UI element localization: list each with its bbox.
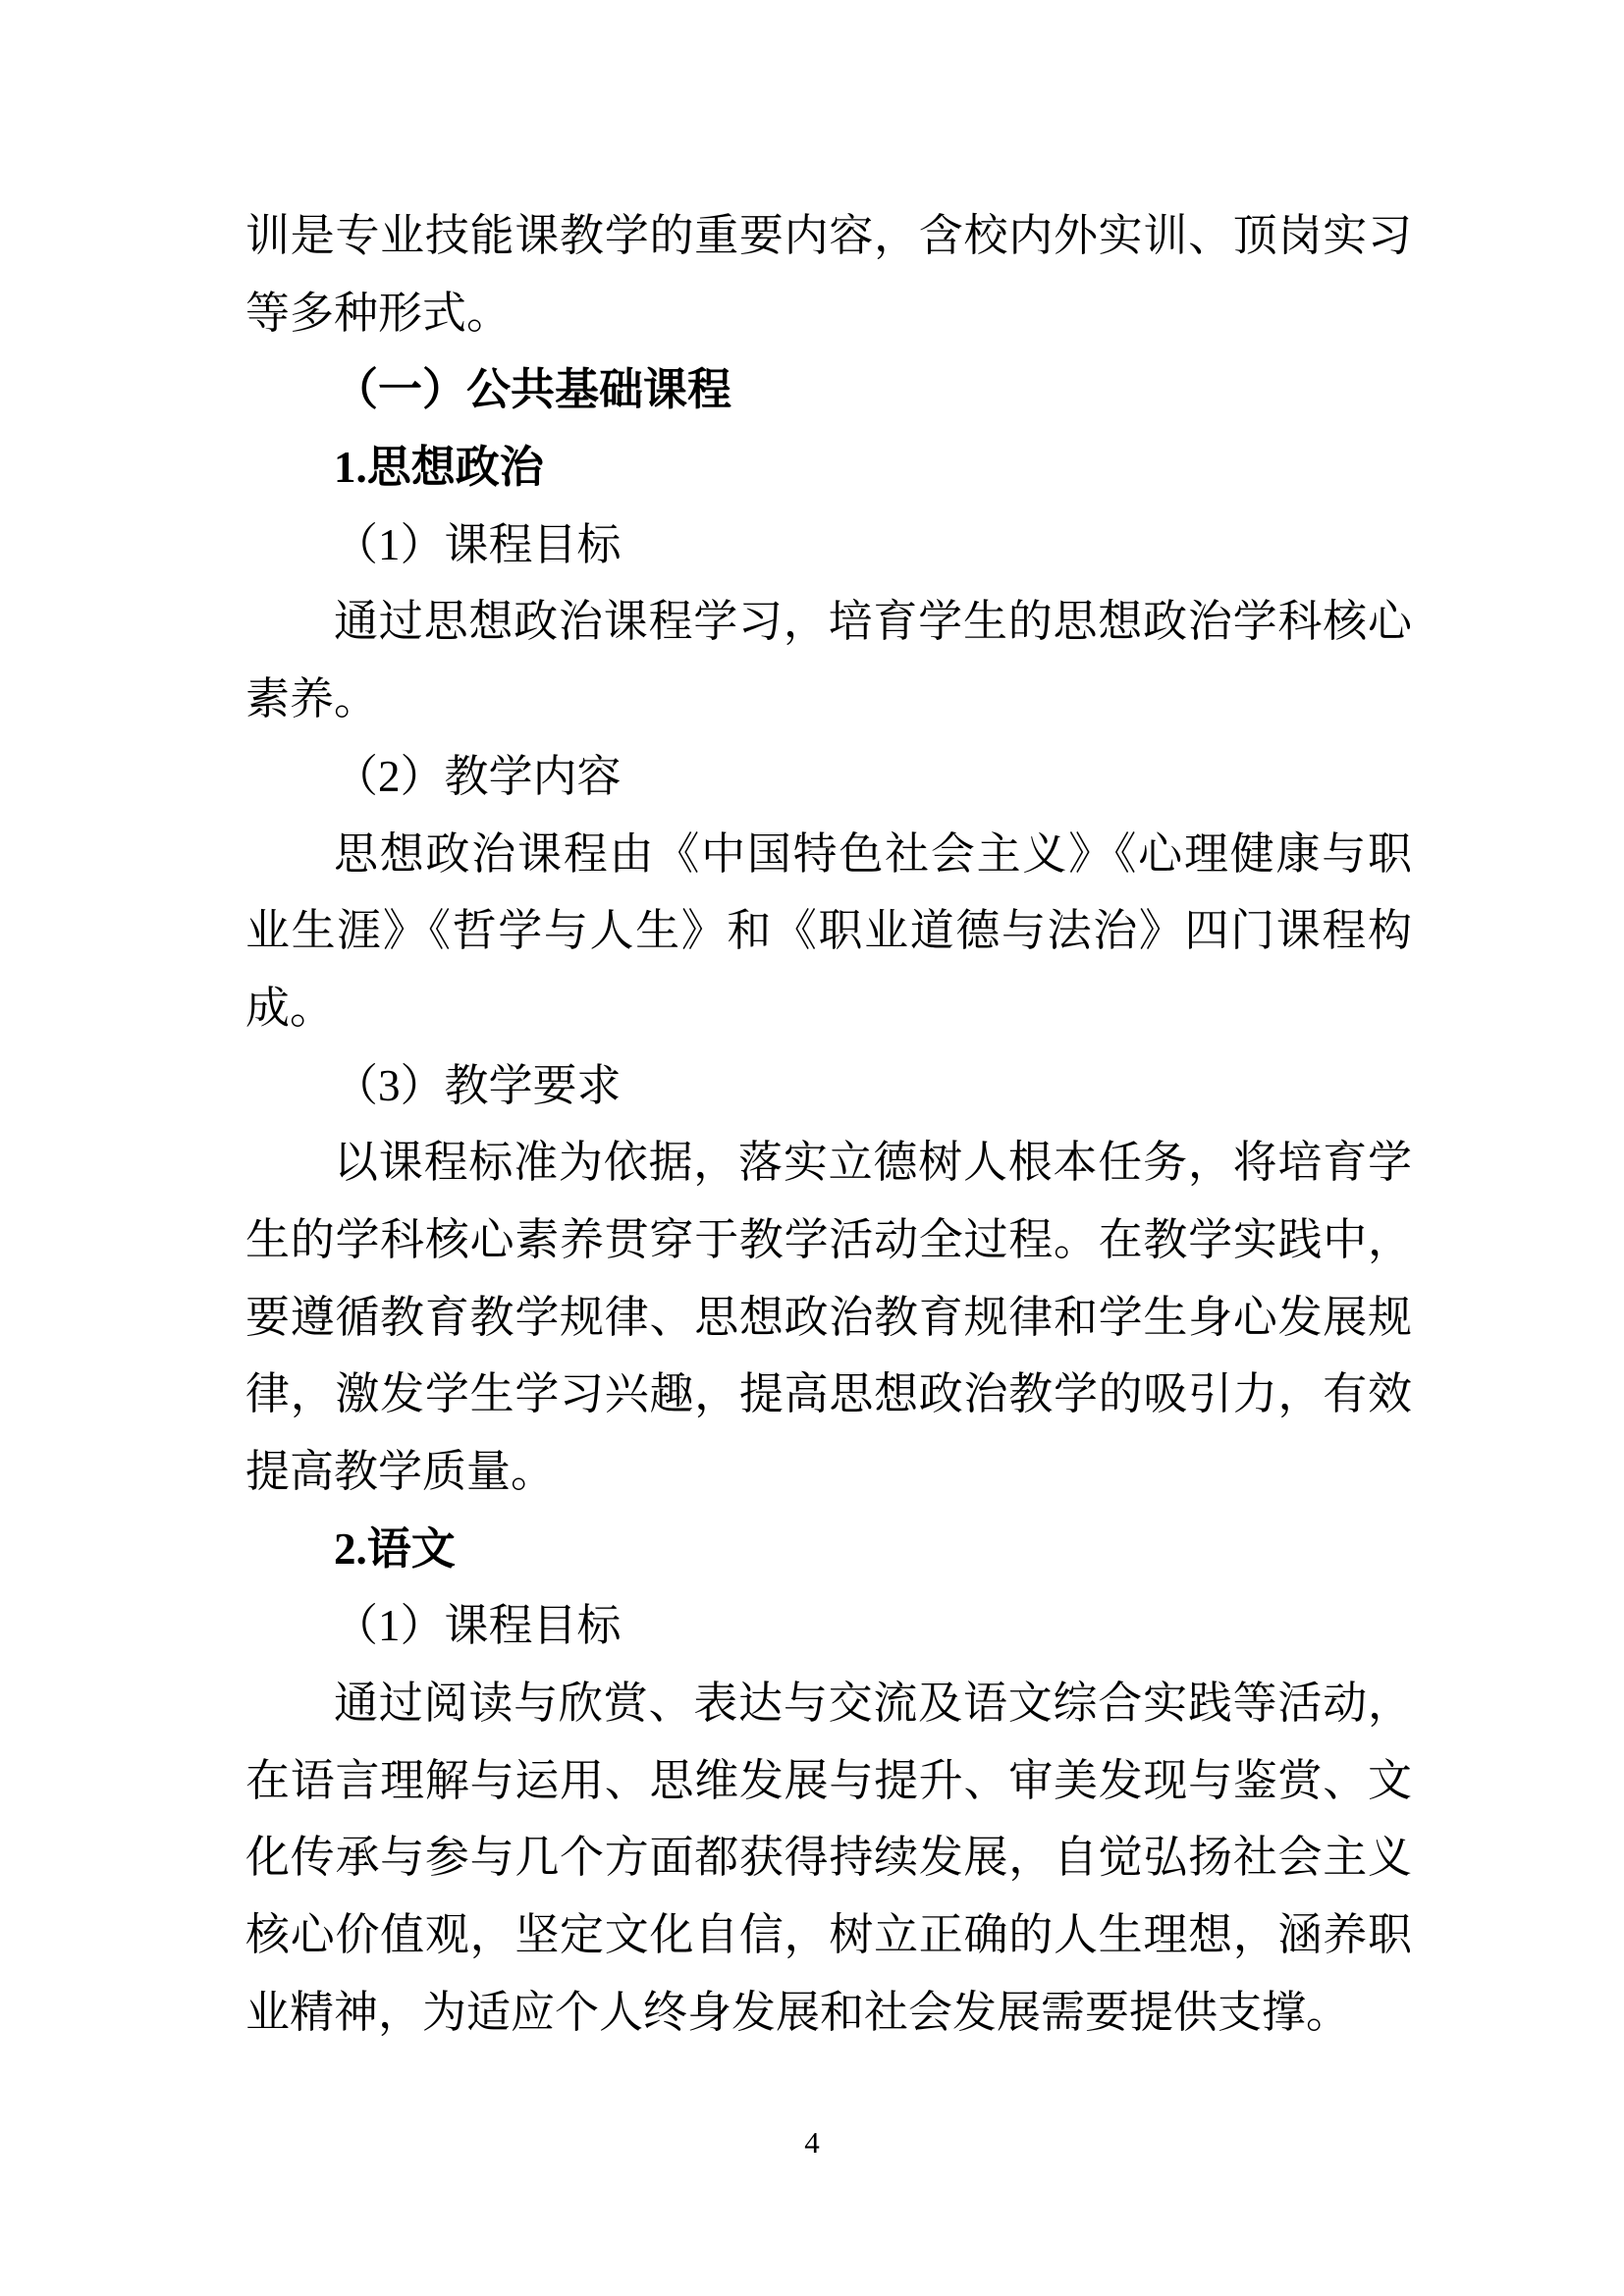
text-line: 通过阅读与欣赏、表达与交流及语文综合实践等活动， bbox=[334, 1679, 1412, 1729]
text-line: （1）课程目标 bbox=[334, 1601, 622, 1651]
text-line: 律，激发学生学习兴趣，提高思想政治教学的吸引力，有效 bbox=[245, 1369, 1412, 1419]
document-body bbox=[245, 197, 1412, 2052]
text-line: 在语言理解与运用、思维发展与提升、审美发现与鉴赏、文 bbox=[245, 1755, 1412, 1805]
text-line: 训是专业技能课教学的重要内容，含校内外实训、顶岗实习 bbox=[245, 211, 1412, 260]
text-line: 化传承与参与几个方面都获得持续发展，自觉弘扬社会主义 bbox=[245, 1833, 1412, 1883]
text-line: （2）教学内容 bbox=[334, 751, 622, 801]
text-line: 要遵循教育教学规律、思想政治教育规律和学生身心发展规 bbox=[245, 1292, 1412, 1342]
text-line: （一）公共基础课程 bbox=[334, 365, 732, 415]
text-line: 素养。 bbox=[245, 674, 379, 724]
text-line: 通过思想政治课程学习，培育学生的思想政治学科核心 bbox=[334, 597, 1412, 647]
text-line: 业生涯》《哲学与人生》和《职业道德与法治》四门课程构 bbox=[245, 906, 1412, 956]
text-line: 2.语文 bbox=[334, 1523, 456, 1574]
text-line: （1）课程目标 bbox=[334, 519, 622, 569]
text-line: 业精神，为适应个人终身发展和社会发展需要提供支撑。 bbox=[245, 1987, 1351, 2037]
text-line: 提高教学质量。 bbox=[245, 1447, 556, 1496]
text-line: （3）教学要求 bbox=[334, 1060, 622, 1110]
text-line: 思想政治课程由《中国特色社会主义》《心理健康与职 bbox=[334, 828, 1412, 879]
text-line: 等多种形式。 bbox=[245, 288, 512, 338]
page-number: 4 bbox=[804, 2125, 820, 2160]
text-line: 以课程标准为依据，落实立德树人根本任务，将培育学 bbox=[334, 1138, 1412, 1188]
text-line: 1.思想政治 bbox=[334, 443, 544, 493]
text-line: 生的学科核心素养贯穿于教学活动全过程。在教学实践中， bbox=[245, 1214, 1412, 1264]
text-line: 成。 bbox=[245, 983, 335, 1033]
text-line: 核心价值观，坚定文化自信，树立正确的人生理想，涵养职 bbox=[245, 1910, 1412, 1960]
